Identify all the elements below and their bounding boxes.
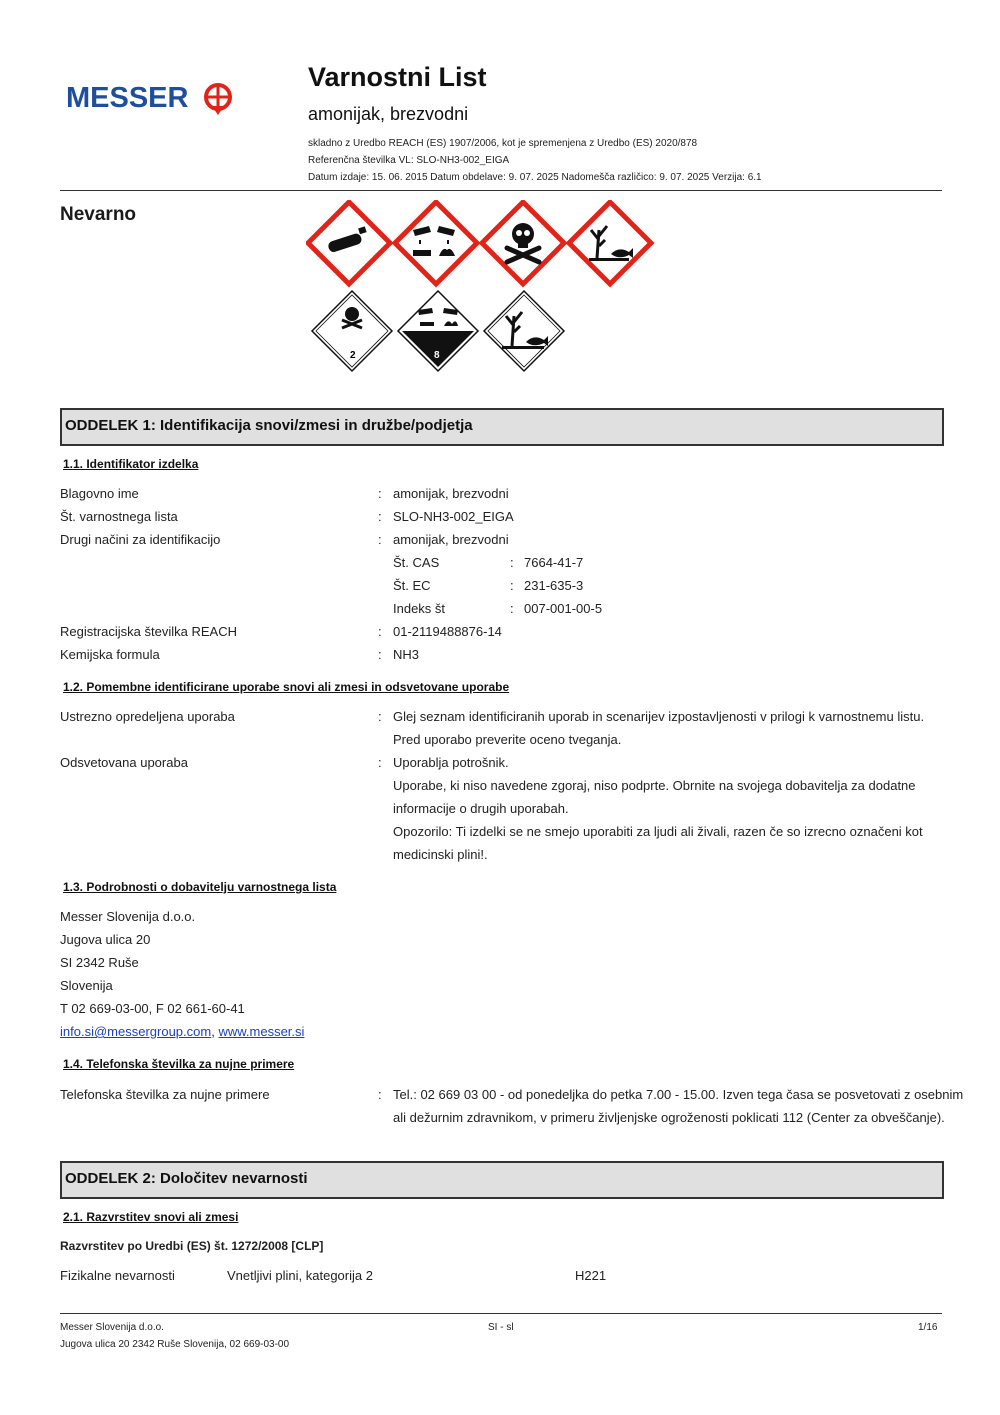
colon: :: [378, 509, 382, 524]
colon: :: [378, 709, 382, 724]
section-2-header: [60, 1161, 944, 1199]
toxic-diamond-icon: [312, 291, 392, 371]
transport-class-8: 8: [434, 350, 440, 361]
corrosive-diamond-icon: [398, 291, 478, 371]
trade-name-value: amonijak, brezvodni: [393, 486, 509, 501]
section-1-title: ODDELEK 1: Identifikacija snovi/zmesi in družbe/podjetja: [65, 417, 473, 434]
reference-line: Referenčna številka VL: SLO-NH3-002_EIGA: [308, 155, 510, 166]
identified-use-line: Pred uporabo preverite oceno tveganja.: [393, 732, 622, 747]
transport-pictograms: [310, 288, 570, 376]
subsection-1-3-heading: 1.3. Podrobnosti o dobavitelju varnostnega lista: [63, 880, 337, 894]
corrosion-icon: [395, 202, 477, 284]
colon: :: [378, 624, 382, 639]
gas-cylinder-icon: [308, 202, 390, 284]
supplier-name: Messer Slovenija d.o.o.: [60, 909, 196, 924]
supplier-street: Jugova ulica 20: [60, 932, 151, 947]
other-id-value: amonijak, brezvodni: [393, 532, 509, 547]
index-value: 007-001-00-5: [524, 601, 603, 616]
advised-against-line: Opozorilo: Ti izdelki se ne smejo uporabiti za ljudi ali živali, razen če so izrecno označeni kot: [393, 824, 923, 839]
emergency-phone-label: Telefonska številka za nujne primere: [60, 1087, 270, 1102]
supplier-city: SI 2342 Ruše: [60, 955, 139, 970]
supplier-phone: T 02 669-03-00, F 02 661-60-41: [60, 1001, 245, 1016]
identified-use-line: Glej seznam identificiranih uporab in scenarijev izpostavljenosti v prilogi k varnostnemu listu.: [393, 709, 925, 724]
subsection-2-1-heading: 2.1. Razvrstitev snovi ali zmesi: [63, 1210, 239, 1224]
transport-class-2: 2: [350, 350, 356, 361]
environment-diamond-icon: [484, 291, 564, 371]
reach-value: 01-2119488876-14: [393, 624, 502, 639]
subsection-1-2-heading: 1.2. Pomembne identificirane uporabe snovi ali zmesi in odsvetovane uporabe: [63, 680, 510, 694]
section-2-title: ODDELEK 2: Določitev nevarnosti: [65, 1170, 308, 1187]
ec-value: 231-635-3: [524, 578, 584, 593]
website-link[interactable]: www.messer.si: [218, 1024, 305, 1039]
footer-company: Messer Slovenija d.o.o.: [60, 1322, 164, 1333]
formula-value: NH3: [393, 647, 420, 662]
trade-name-label: Blagovno ime: [60, 486, 139, 501]
colon: :: [378, 1087, 382, 1102]
cas-value: 7664-41-7: [524, 555, 584, 570]
emergency-phone-line: ali dežurnim zdravnikom, v primeru življenjske ogroženosti poklicati 112 (Center za obveščanje).: [393, 1110, 945, 1125]
dates-line: Datum izdaje: 15. 06. 2015 Datum obdelave: 9. 07. 2025 Nadomešča različico: 9. 07. 2025 Verzija: 6.1: [308, 172, 762, 183]
sds-number-label: Št. varnostnega lista: [60, 509, 178, 524]
ghs-pictograms: [306, 200, 656, 288]
subsection-1-1-heading: 1.1. Identifikator izdelka: [63, 457, 199, 471]
other-id-label: Drugi načini za identifikacijo: [60, 532, 221, 547]
colon: :: [510, 601, 514, 616]
advised-against-line: medicinski plini!.: [393, 847, 488, 862]
skull-crossbones-icon: [482, 202, 564, 284]
colon: :: [378, 647, 382, 662]
section-1-header: [60, 408, 944, 446]
advised-against-line: informacije o drugih uporabah.: [393, 801, 569, 816]
sds-number-value: SLO-NH3-002_EIGA: [393, 509, 514, 524]
header-divider: [60, 190, 942, 191]
advised-against-line: Uporabe, ki niso navedene zgoraj, niso podprte. Obrnite na svojega dobavitelja za dodatne: [393, 778, 916, 793]
emergency-phone-line: Tel.: 02 669 03 00 - od ponedeljka do petka 7.00 - 15.00. Izven tega časa se posvetovati z osebnim: [393, 1087, 964, 1102]
logo-text: MESSER: [66, 82, 189, 114]
contact-separator: ,: [211, 1024, 215, 1039]
messer-emblem-icon: [202, 82, 234, 116]
identified-use-label: Ustrezno opredeljena uporaba: [60, 709, 235, 724]
index-label: Indeks št: [393, 601, 446, 616]
supplier-contacts: [60, 1024, 304, 1039]
footer-language: SI - sl: [488, 1322, 514, 1333]
cas-label: Št. CAS: [393, 555, 440, 570]
signal-word: Nevarno: [60, 204, 137, 225]
document-title: Varnostni List: [308, 62, 487, 92]
email-link[interactable]: info.si@messergroup.com: [60, 1024, 212, 1039]
environment-icon: [569, 202, 651, 284]
product-name: amonijak, brezvodni: [308, 104, 469, 124]
reach-label: Registracijska številka REACH: [60, 624, 237, 639]
subsection-1-4-heading: 1.4. Telefonska številka za nujne primere: [63, 1057, 295, 1071]
hazard-category: Fizikalne nevarnosti: [60, 1268, 175, 1283]
footer-address: Jugova ulica 20 2342 Ruše Slovenija, 02 669-03-00: [60, 1339, 290, 1350]
messer-logo: [66, 82, 188, 115]
supplier-country: Slovenija: [60, 978, 113, 993]
colon: :: [510, 578, 514, 593]
clp-heading: Razvrstitev po Uredbi (ES) št. 1272/2008 [CLP]: [60, 1239, 324, 1253]
advised-against-label: Odsvetovana uporaba: [60, 755, 188, 770]
footer-divider: [60, 1313, 942, 1314]
colon: :: [378, 532, 382, 547]
regulation-line: skladno z Uredbo REACH (ES) 1907/2006, kot je spremenjena z Uredbo (ES) 2020/878: [308, 138, 698, 149]
hazard-code: H221: [575, 1268, 607, 1283]
advised-against-line: Uporablja potrošnik.: [393, 755, 509, 770]
colon: :: [378, 486, 382, 501]
ec-label: Št. EC: [393, 578, 431, 593]
colon: :: [510, 555, 514, 570]
colon: :: [378, 755, 382, 770]
page-number: 1/16: [918, 1322, 938, 1333]
formula-label: Kemijska formula: [60, 647, 160, 662]
hazard-class: Vnetljivi plini, kategorija 2: [227, 1268, 373, 1283]
